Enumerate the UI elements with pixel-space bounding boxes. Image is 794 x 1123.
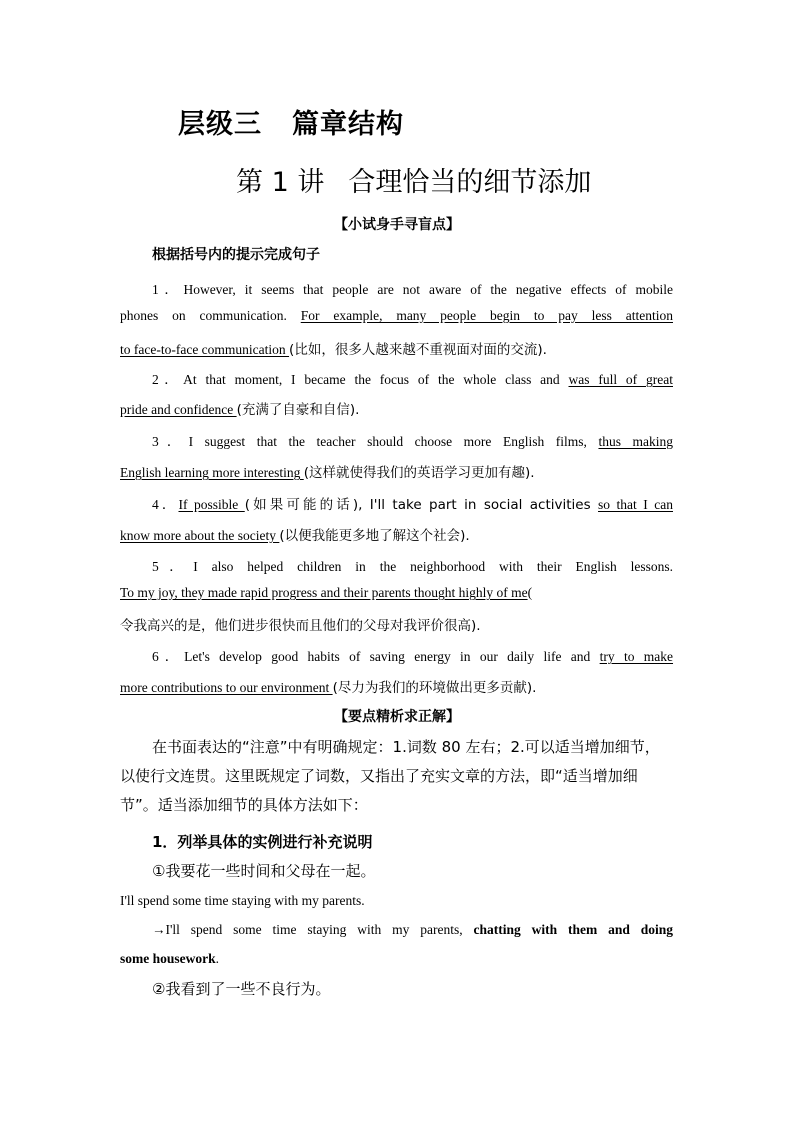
chapter-label: 篇章结构 bbox=[292, 109, 404, 140]
example-1-expanded-line-2: some housework. bbox=[120, 951, 220, 966]
level-heading bbox=[178, 102, 404, 141]
instruction: 根据括号内的提示完成句子 bbox=[152, 247, 320, 263]
answer-5: To my joy, they made rapid progress and their parents thought highly of me bbox=[120, 585, 528, 600]
item-1-line-1: 1．However, it seems that people are not aware of the negative effects of mobile bbox=[152, 282, 673, 297]
answer-6b: more contributions to our environment bbox=[120, 680, 333, 695]
lecture-heading bbox=[236, 160, 591, 199]
section-title-analysis: 【要点精析求正解】 bbox=[334, 709, 460, 725]
example-1-english: I'll spend some time staying with my parents. bbox=[120, 893, 365, 908]
item-1-line-2: phones on communication. For example, many people begin to pay less attention bbox=[120, 308, 673, 323]
added-detail: chatting with them and doing bbox=[473, 922, 673, 937]
item-4-line-1: 4．If possible (如果可能的话), I'll take part in social activities so that I can bbox=[152, 497, 673, 513]
answer-2a: was full of great bbox=[568, 372, 673, 387]
answer-3b: English learning more interesting bbox=[120, 465, 304, 480]
answer-4a: If possible bbox=[178, 497, 245, 512]
item-2-line-2: pride and confidence (充满了自豪和自信). bbox=[120, 402, 360, 418]
item-2-line-1: 2．At that moment, I became the focus of the whole class and was full of great bbox=[152, 372, 673, 387]
answer-6a: try to make bbox=[599, 649, 674, 664]
item-5-line-1: 5．I also helped children in the neighborhood with their English lessons. bbox=[152, 559, 673, 574]
lecture-number: 第 1 讲 bbox=[236, 167, 325, 198]
item-6-line-2: more contributions to our environment (尽力为我们的环境做出更多贡献). bbox=[120, 680, 537, 696]
answer-1a: For example, many people begin to pay less attention bbox=[300, 308, 673, 323]
intro-paragraph: 在书面表达的“注意”中有明确规定：1.词数 80 左右；2.可以适当增加细节，以使行文连贯。这里既规定了词数，又指出了充实文章的方法，即“适当增加细节”。适当添加细节的具体方法如下： bbox=[120, 738, 660, 814]
item-1-line-3: to face-to-face communication (比如，很多人越来越不重视面对面的交流). bbox=[120, 342, 547, 358]
example-2-chinese: ②我看到了一些不良行为。 bbox=[152, 980, 331, 998]
item-6-line-1: 6．Let's develop good habits of saving energy in our daily life and try to make bbox=[152, 649, 674, 664]
item-5-line-2: To my joy, they made rapid progress and their parents thought highly of me( bbox=[120, 585, 533, 600]
item-3-line-2: English learning more interesting (这样就使得我们的英语学习更加有趣). bbox=[120, 465, 535, 481]
answer-3a: thus making bbox=[598, 434, 674, 449]
example-1-expanded-line-1: →I'll spend some time staying with my parents, chatting with them and doing bbox=[152, 922, 673, 937]
lecture-topic: 合理恰当的细节添加 bbox=[348, 167, 592, 198]
answer-4b: so that I can bbox=[598, 497, 673, 512]
level-label: 层级三 bbox=[178, 109, 262, 140]
item-5-line-3: 令我高兴的是，他们进步很快而且他们的父母对我评价很高). bbox=[120, 618, 481, 634]
example-1-chinese: ①我要花一些时间和父母在一起。 bbox=[152, 862, 376, 880]
item-4-line-2: know more about the society (以便我能更多地了解这个社会). bbox=[120, 528, 470, 544]
method-1-heading: 1．列举具体的实例进行补充说明 bbox=[152, 833, 373, 851]
answer-2b: pride and confidence bbox=[120, 402, 237, 417]
item-3-line-1: 3．I suggest that the teacher should choose more English films, thus making bbox=[152, 434, 674, 449]
answer-4c: know more about the society bbox=[120, 528, 280, 543]
section-title-practice: 【小试身手寻盲点】 bbox=[334, 217, 460, 233]
answer-1b: to face-to-face communication bbox=[120, 342, 290, 357]
